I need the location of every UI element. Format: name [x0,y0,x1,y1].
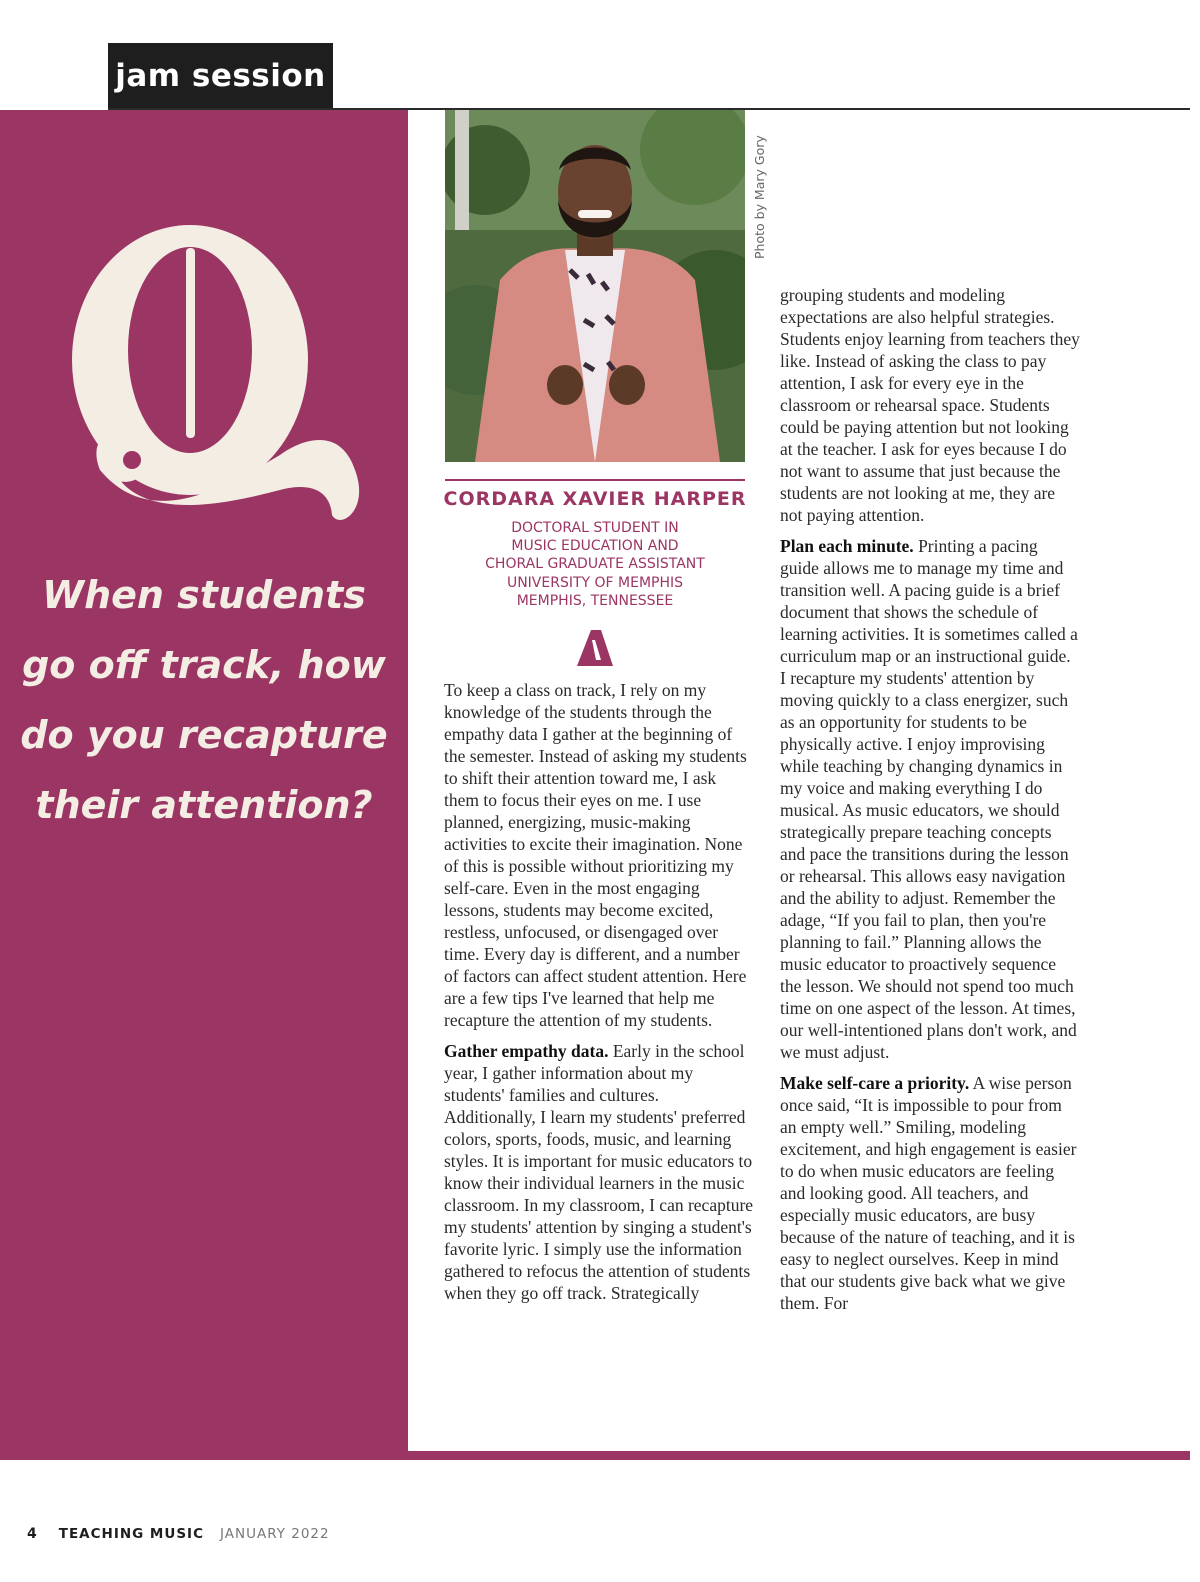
name-divider [445,479,745,481]
q-letter-graphic [40,170,360,530]
portrait-photo [445,110,745,462]
answer-intro: To keep a class on track, I rely on my knowledge of the students through the empathy data I gather at the beginning of the semester. Instead of asking my students to shift their attention toward me, I ask them to focus their eyes on me. I use planned, energizing, music-making activities to excite their imagination. None of this is possible without prioritizing my self-care. Even in the most engaging lessons, students may become excited, restless, unfocused, or disengaged over time. Every day is different, and a number of factors can affect student attention. Here are a few tips I've learned that help me recapture the attention of my students. [444,680,747,1030]
tip-body: A wise person once said, “It is impossible to pour from an empty well.” Smiling, modeling excitement, and high engagement is easier to do when music educators are feeling and looking good. All teachers, and especially music educators, are busy because of the nature of teaching, and it is easy to neglect ourselves. Keep in mind that our students give back what we give them. For [780,1073,1077,1313]
tip-body: Early in the school year, I gather information about my students' families and cultures. Additionally, I learn my students' preferred colors, sports, foods, music, and learning styles. It is important for music educators to know their individual learners in the music classroom. In my classroom, I can recapture my students' attention by singing a student's favorite lyric. I simply use the information gathered to refocus the attention of students when they go off track. Strategically [444,1041,754,1303]
tip-title: Plan each minute. [780,536,914,556]
title-line: UNIVERSITY OF MEMPHIS [506,574,684,591]
question-panel [0,110,408,1460]
issue-date: JANUARY 2022 [220,1526,330,1542]
photo-credit: Photo by Mary Gory [752,135,767,259]
person-titles [440,519,750,610]
page-footer [27,1526,330,1542]
a-letter-graphic [575,630,615,666]
question-text: When students go off track, how do you recapture their attention? [20,573,388,827]
tip-continuation: grouping students and modeling expectations are also helpful strategies. Students enjoy learning from teachers they like. Instead of asking the class to pay attention, I ask for every eye in the classroom or rehearsal space. Students could be paying attention but not looking at the teacher. I ask for eyes because I do not want to assume that just because the students are not looking at me, they are not paying attention. [780,285,1080,525]
tip-plan-minute [780,535,1080,1063]
section-label: jam session [108,43,333,109]
publication-name: TEACHING MUSIC [58,1526,204,1542]
page-number: 4 [27,1526,37,1542]
title-line: MEMPHIS, TENNESSEE [516,592,674,609]
person-name: CORDARA XAVIER HARPER [443,488,747,510]
tip-title: Make self-care a priority. [780,1073,970,1093]
title-line: DOCTORAL STUDENT IN [511,520,679,536]
tip-body: Printing a pacing guide allows me to manage my time and transition well. A pacing guide is a brief document that shows the schedule of learning activities. It is sometimes called a curriculum map or an instructional guide. I recapture my students' attention by moving quickly to a class energizer, such as an opportunity for students to be physically active. I enjoy improvising while teaching by changing dynamics in my voice and making everything I do musical. As music educators, we should strategically prepare teaching concepts and pace the transitions during the lesson or rehearsal. This allows easy navigation and the ability to adjust. Remember the adage, “If you fail to plan, then you're planning to fail.” Planning allows the music educator to proactively sequence the lesson. We should not spend too much time on one aspect of the lesson. At times, our well-intentioned plans don't work, and we must adjust. [780,536,1078,1062]
bottom-accent-band [408,1451,1190,1460]
tip-self-care [780,1072,1080,1314]
answer-column-right [780,284,1080,1323]
tip-title: Gather empathy data. [444,1041,609,1061]
answer-column-left [444,679,754,1313]
title-line: CHORAL GRADUATE ASSISTANT [485,556,705,573]
tip-gather-empathy [444,1040,754,1304]
title-line: MUSIC EDUCATION AND [511,538,679,555]
